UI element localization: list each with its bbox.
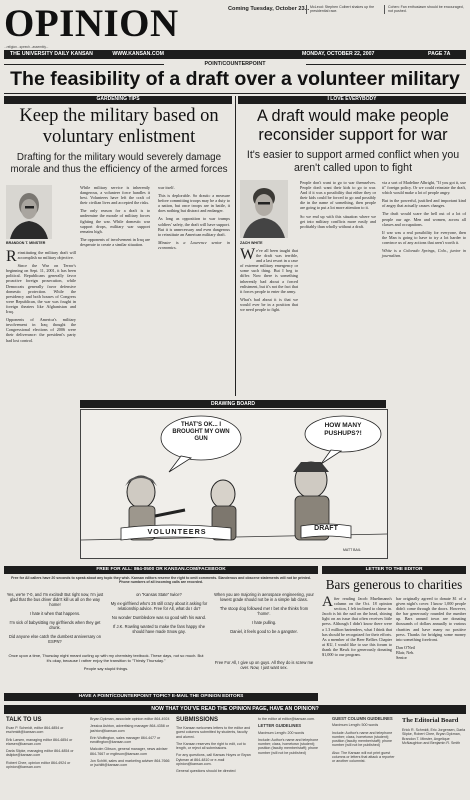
talk-list-2 (90, 717, 172, 771)
left-paragraph: einstituting the military draft will accomplish no military objective. (17, 250, 76, 261)
letter-body-col1 (322, 596, 392, 660)
free-for-all-bar: FREE FOR ALL: 864-0500 OR KANSAN.COM/FACEBOOK (4, 566, 318, 574)
letter-bar: LETTER TO THE EDITOR (322, 566, 466, 574)
masthead-tagline: ...religion...speech...assembly... (4, 45, 49, 49)
drawing-board-bar: DRAWING BOARD (80, 400, 386, 408)
contact-item: Darla Slipke, managing editor 864-4854 or dslipke@kansan.com (6, 749, 74, 758)
left-body-col2 (80, 185, 150, 250)
ffa-item: Once upon a time, Thursday night meant curling up with my chemistry textbook. These days, not so much. But it's okay, because I rather enjoy the transition to "Thirsty Thursday." (8, 653, 204, 663)
free-for-all-col2 (110, 592, 208, 638)
contact-item: Bryan Dykman, associate opinion editor 864-4924 (90, 717, 170, 721)
left-paragraph: The opponents of involvement in Iraq are desperate to create a similar situation. (80, 236, 150, 247)
guideline-item: Maximum Length: 200 words (258, 730, 305, 735)
ffa-item: The stoop dog followed me! I bet she thinks from 'home'. (219, 606, 309, 616)
editorial-board-list (402, 728, 466, 745)
issue-date: MONDAY, OCTOBER 22, 2007 (302, 51, 375, 57)
ffa-item: Did anyone else catch the dumbest anniversary on ESPN? (9, 634, 101, 644)
right-byline: ZACH WHITE (240, 241, 263, 245)
right-body-col2 (300, 180, 376, 232)
cartoon-banner-right: DRAFT (314, 525, 338, 532)
letter-drop-cap: A (322, 594, 333, 610)
paper-name: THE UNIVERSITY DAILY KANSAN (10, 51, 93, 57)
divider (4, 93, 466, 94)
submission-item: For any questions, call Kansas Hoyes or Bryan Dykman at 864-4810 or e-mail opinion@kansan.com. (176, 753, 251, 767)
guideline-item: Also: The Kansan will not print guest columns or letters that attack a reporter or another columnist. (332, 750, 395, 764)
footer-bar: NOW THAT YOU'VE READ THE OPINION PAGE, HAVE AN OPINION? (4, 705, 466, 714)
cartoon-banner-left: VOLUNTEERS (147, 527, 207, 536)
cartoon-bubble-left: THAT'S OK... I BROUGHT MY OWN GUN (172, 422, 230, 442)
right-paragraph: So we end up with this situation where we get into military conflicts more easily and profitably than wholly without a draft. (300, 213, 376, 229)
divider (4, 64, 164, 65)
left-deck: Drafting for the military would severely damage morale and thus the efficiency of the armed forces (10, 152, 228, 175)
author-portrait-icon (240, 180, 288, 238)
left-section-tag: GARDENING TIPS (4, 96, 232, 104)
contact-item: Jessica Ashton, advertising manager 864-4358 or jashton@kansan.com (90, 724, 169, 733)
site-url: WWW.KANSAN.COM (112, 51, 164, 57)
submission-item: General questions should be directed (176, 769, 236, 774)
left-paragraph: As long as opposition to war trumps soldiers' safety, the draft will have support. But it is unnecessary and even dangerous to reinstitute an American military draft. (158, 216, 230, 237)
right-signoff: White is a Colorado Springs, Colo., junior in journalism. (382, 248, 466, 259)
ffa-item: No wonder Dumbledore was so good with his wand. (111, 615, 207, 620)
left-paragraph: The only reason for a draft is to undermine the morale of military forces fighting the war. While domestic war support drops, military war support remains high. (80, 208, 150, 234)
right-section-tag: I LOVE EVERYBODY (238, 96, 466, 104)
left-body-col3 (158, 185, 230, 253)
guest-guidelines-title: GUEST COLUMN GUIDELINES (332, 716, 393, 721)
guideline-item: Include: Author's name and telephone number; class, hometown (student); position (faculty member/staff); phone number (will not be published) (258, 737, 319, 755)
right-paragraph: If war was a real possibility for everyone, then the Man is going to have to try a lot harder to convince us of any actions that aren't worth it. (382, 229, 466, 245)
free-for-all-note: Free for All callers have 20 seconds to speak about any topic they wish. Kansan editors reserve the right to omit comments. Slanderous and obscene statements will not be printed. Phone numbers of all incoming calls are recorded. (11, 576, 311, 585)
ffa-extra (214, 660, 314, 673)
cartoon-bubble-right: HOW MANY PUSHUPS?! (324, 422, 362, 437)
left-paragraph: war itself. (158, 185, 175, 190)
ffa-item: If J.K. Rowling wanted to make the fans happy she should have made Snow gay. (113, 624, 205, 634)
letter-paragraph: fter reading Jacob Mueltmann's column on the Oct. 18 opinion section, I felt inclined to chime in. Jacob is hit the nail on the head, shining light on an issue that often receives little press. Although I didn't know there were a 1.3 million bartenders, what I think that has should be recognized for their efforts. As a member of the Beer Bellies Chapter at KU, I would like to use this forum to thank the Hawk for generously donating $1,000 to our program. (322, 596, 392, 658)
guideline-item: Include: Author's name and telephone number; class, hometown (student); position (faculty member/staff); phone number (will not be published) (332, 730, 393, 748)
contact-item: Robert Chee, opinion editor 864-4924 or opinion@kansan.com (6, 760, 71, 770)
ffa-item: Daniel, it feels good to be a gangster. (230, 629, 298, 634)
letter-title-visible: Bars generous to charities (325, 577, 463, 592)
coming-label: Coming Tuesday, October 23... (228, 6, 310, 12)
free-for-all-col1 (6, 592, 104, 648)
pointcounterpoint-bar: HAVE A POINT/COUNTERPOINT TOPIC? E-MAIL THE OPINION EDITORS (4, 693, 318, 701)
left-paragraph: This is deplorable. So drastic a measure before committing troops may be a duty to a nation, but once troops are in battle, it does nothing but distract and endanger. (158, 193, 230, 214)
ffa-extra-2 (6, 654, 206, 671)
contact-item: Evan P. Schmidt, editor 864-4854 or eschmidt@kansan.com (6, 726, 64, 735)
contact-item: Malcolm Gibson, general manager, news adviser 864-7667 or mgibson@kansan.com (90, 747, 168, 756)
right-author-photo (240, 180, 288, 238)
guideline-item: Maximum Length: 500 words (332, 723, 379, 728)
right-paragraph: e've all been taught that the draft was terrible, and a last resort in a case of extreme military emergency or some such thing. But I beg to differ. Now there is something inherently bad about a forced enlistment, but it's not the fact that it forces people to enter the army. (240, 248, 298, 294)
right-drop-cap: W (240, 246, 256, 263)
right-paragraph: via a sort of Madeline Albright, "If you got it, use it" foreign policy. Or we could reinstate the draft, which would make a lot of people angry. (382, 180, 466, 196)
right-title: A draft would make people reconsider support for war (257, 107, 449, 144)
right-body-col3 (382, 180, 466, 261)
right-paragraph: What's bad about it is that we would ever be in a position that we need people to fight. (240, 296, 298, 313)
left-body-col1 (6, 250, 76, 346)
letter-guidelines-title: LETTER GUIDELINES (258, 723, 302, 729)
ffa-item: I'm sick of babysitting my girlfriends when they get drunk. (9, 620, 101, 630)
ffa-item: People say stupid things. (83, 665, 129, 671)
coming-teaser-right: Cohen: Fan enthusiasm should be encouraged, not pushed. (384, 5, 468, 14)
coming-teaser-left: McLeod: Stephen Colbert shakes up the presidential race. (306, 5, 382, 14)
contact-item: Erin Wolfington, sales manager 864-4477 or ewolfington@kansan.com (90, 735, 161, 745)
free-for-all-col3 (214, 592, 314, 638)
letter-body-col2 (396, 596, 466, 660)
letter-paragraph: bar originally agreed to donate $1 of a given night's cover. I know 1,000 people didn't come through the doors. However, the bar generously rounded the number up. Bars around town are donating thousands of dollars annually to various charities and have many no positive press. Thanks for bridging some money into something forefront. (396, 596, 466, 642)
left-byline: BRANDON T. MINSTER (6, 241, 46, 245)
cartoon-credit: MATT BAIL (343, 548, 361, 552)
right-paragraph: People don't want to go to war themselves. People don't want their kids to go to war. And if it was a possibility that either they or their kids could be forced to go and possibly die in the name of something, then people are going to put a lot more attention to it. (300, 180, 376, 211)
letter-class: Senior (396, 655, 407, 661)
author-portrait-icon (6, 185, 52, 239)
guideline-item: to the editor at editor@kansan.com. (258, 717, 315, 721)
ffa-item: I hate it when that happens. (29, 611, 81, 616)
main-headline: The feasibility of a draft over a volunteer military (10, 68, 460, 90)
editorial-board-title: The Editorial Board (402, 717, 459, 724)
letter-signature: Dan O'Neil (396, 644, 416, 650)
talk-list (6, 726, 86, 772)
left-paragraph: Opponents of America's military involvement in Iraq thought the Congressional elections of 2006 were their deliverance: the president's party had lost control. (6, 317, 76, 343)
ffa-item: on "Kansas State" twice? (136, 592, 182, 597)
submissions-title: SUBMISSIONS (176, 717, 219, 723)
left-paragraph: Since the War on Terror's beginning on Sept. 11, 2001, it has been political. Republicans generally favor proactive foreign prosecution, while Democrats generally favor defensive domestic protection. While the presidency and both houses of Congress were Republican, the war was fought in foreign theaters like Afghanistan and Iraq. (6, 263, 76, 315)
ffa-item: My ex-girlfriend who's 26 still crazy about it asking for relationship advice. Free for All, what do I do? (110, 601, 208, 611)
submissions-list (176, 726, 254, 777)
left-author-photo (6, 185, 52, 239)
divider (306, 64, 466, 65)
ffa-item: Yes, we're 7-0, and I'm excited! But right now, I'm just glad that the bus driver didn't kill us all on the way home! (6, 592, 104, 607)
talk-title: TALK TO US (6, 717, 42, 723)
masthead-title: OPINION (4, 2, 179, 45)
right-paragraph: The draft would scare the hell out of a lot of people our age. Men and women, across all classes and occupations. (382, 211, 466, 227)
contact-item: Jon Schlitt, sales and marketing adviser 864-7666 or jschlitt@kansan.com (90, 759, 170, 768)
section-label: POINT/COUNTERPOINT (204, 61, 266, 67)
left-paragraph: While military service is inherently dangerous, a volunteer force handles it best. Volunteers have left the craft of their civilian lives and accepted the risks. (80, 185, 150, 206)
letter-hometown: Blair, Neb. (396, 649, 415, 655)
letter-guidelines (258, 717, 328, 758)
left-drop-cap: R (6, 248, 17, 265)
page-number: PAGE 7A (428, 51, 451, 57)
editorial-cartoon (80, 409, 388, 559)
guest-guidelines (332, 717, 398, 767)
ffa-item: Free For All, I give up on guys. All they do is screw me over. Now, I just want sex. (214, 660, 314, 670)
ffa-item: I hate pulling. (251, 620, 277, 625)
ffa-item: When you are majoring in aerospace engineering, your lowest grade should not be in a simple lab class. (214, 592, 314, 602)
right-body-col1 (240, 248, 298, 315)
masthead-strip (4, 50, 466, 59)
column-divider (235, 96, 236, 396)
contact-item: Erik Larsen, managing editor 864-4854 or elarsen@kansan.com (6, 737, 73, 746)
left-title: Keep the military based on voluntary enlistment (19, 106, 219, 147)
submission-item: The Kansan reserves the right to edit, cut to length, or reject all submissions. (176, 741, 246, 751)
submission-item: The Kansan welcomes letters to the editor and guest columns submitted by students, faculty and alumni. (176, 726, 251, 739)
right-paragraph: But in the powerful, justified and important kind of angry that actually causes changes. (382, 198, 466, 209)
right-deck: It's easier to support armed conflict when you aren't called upon to fight (246, 149, 460, 174)
board-members: Erick R. Schmidt, Eric Jorgensen, Darla Slipke, Robert Chee, Bryan Dykman, Brandon T. Minster, Angelique McNaughton and Benjamin R. Smith (402, 728, 466, 745)
left-signoff: Minster is a Lawrence senior in economics. (158, 239, 230, 250)
